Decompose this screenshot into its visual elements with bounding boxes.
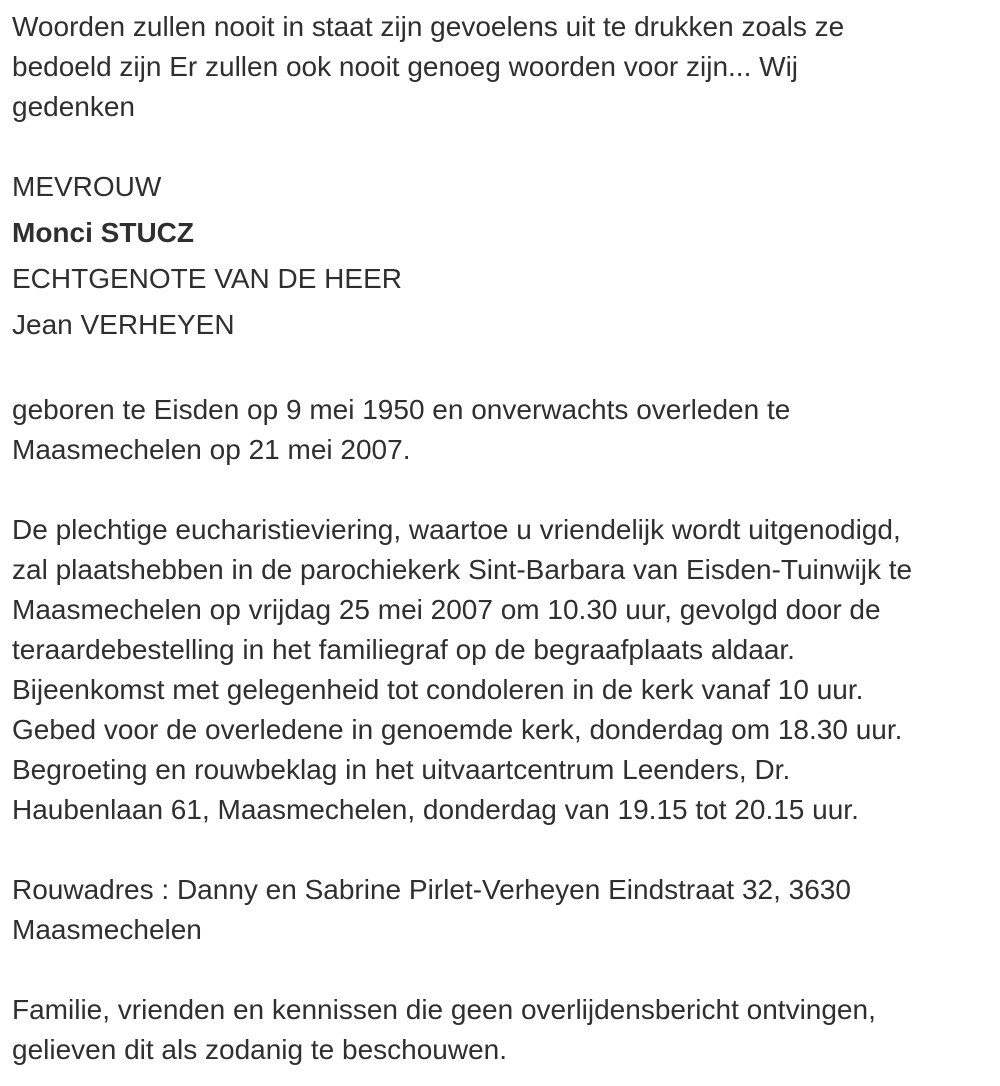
spouse-name: Jean VERHEYEN xyxy=(12,309,235,340)
text-line: Maasmechelen xyxy=(12,914,202,945)
text-line: Gebed voor de overledene in genoemde kerk, donderdag om 18.30 uur. xyxy=(12,714,903,745)
deceased-salutation: MEVROUW xyxy=(12,171,162,202)
text-line: zal plaatshebben in de parochiekerk Sint-Barbara van Eisden-Tuinwijk te xyxy=(12,554,913,585)
text-line: Familie, vrienden en kennissen die geen overlijdensbericht ontvingen, xyxy=(12,994,876,1025)
text-line: Rouwadres : Danny en Sabrine Pirlet-Verheyen Eindstraat 32, 3630 xyxy=(12,874,851,905)
notification-paragraph xyxy=(12,990,990,1070)
mourning-address-paragraph xyxy=(12,870,990,950)
text-line: Maasmechelen op 21 mei 2007. xyxy=(12,434,411,465)
deceased-relation: ECHTGENOTE VAN DE HEER xyxy=(12,263,402,294)
text-line: gedenken xyxy=(12,91,136,122)
text-line: Maasmechelen op vrijdag 25 mei 2007 om 10.30 uur, gevolgd door de xyxy=(12,594,881,625)
birth-death-paragraph xyxy=(12,390,990,470)
text-line: De plechtige eucharistieviering, waartoe u vriendelijk wordt uitgenodigd, xyxy=(12,514,901,545)
text-line: Woorden zullen nooit in staat zijn gevoelens uit te drukken zoals ze xyxy=(12,11,845,42)
text-line: Haubenlaan 61, Maasmechelen, donderdag van 19.15 tot 20.15 uur. xyxy=(12,794,859,825)
intro-paragraph xyxy=(12,7,990,127)
text-line: geboren te Eisden op 9 mei 1950 en onverwachts overleden te xyxy=(12,394,791,425)
text-line: Begroeting en rouwbeklag in het uitvaartcentrum Leenders, Dr. xyxy=(12,754,791,785)
text-line: teraardebestelling in het familiegraf op de begraafplaats aldaar. xyxy=(12,634,795,665)
ceremony-paragraph xyxy=(12,510,990,830)
text-line: Bijeenkomst met gelegenheid tot condoleren in de kerk vanaf 10 uur. xyxy=(12,674,864,705)
deceased-name: Monci STUCZ xyxy=(12,217,194,248)
text-line: gelieven dit als zodanig te beschouwen. xyxy=(12,1034,508,1065)
text-line: bedoeld zijn Er zullen ook nooit genoeg woorden voor zijn... Wij xyxy=(12,51,799,82)
